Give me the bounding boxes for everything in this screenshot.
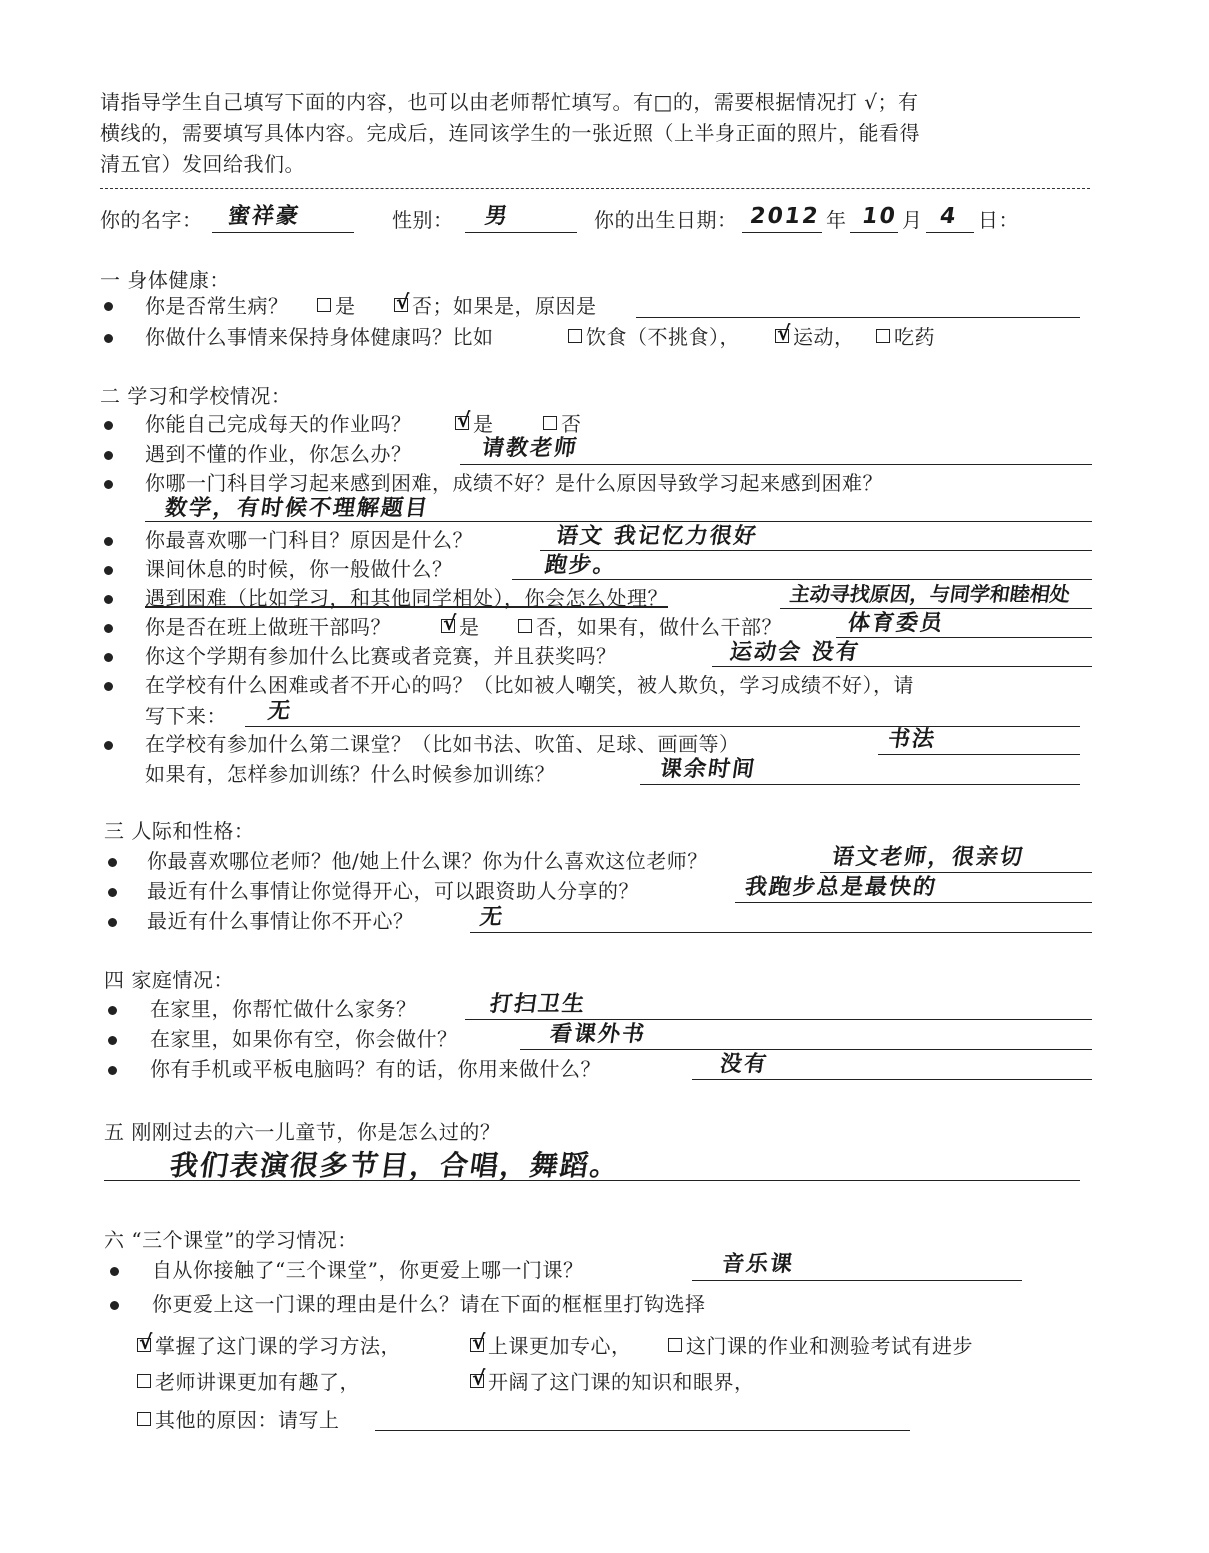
section-4-title: 四 家庭情况： — [104, 968, 234, 992]
s2-q3: 你哪一门科目学习起来感到困难，成绩不好？是什么原因导致学习起来感到困难？ — [145, 471, 883, 495]
check-mark: √ — [443, 611, 457, 635]
s4-a3[interactable]: 没有 — [718, 1052, 770, 1077]
s2-q7-no-label: 否，如果有，做什么干部？ — [536, 615, 782, 639]
s6-o4-label: 老师讲课更加有趣了， — [155, 1370, 360, 1394]
birth-day[interactable]: 4 — [938, 204, 960, 229]
bullet — [104, 566, 113, 575]
s6-q1: 自从你接触了“三个课堂”，你更爱上哪一门课？ — [152, 1258, 584, 1282]
s6-o2-label: 上课更加专心， — [488, 1334, 632, 1358]
s3-a2-line — [735, 902, 1092, 903]
bullet — [104, 624, 113, 633]
s6-o5-label: 开阔了这门课的知识和眼界， — [488, 1370, 755, 1394]
intro-line-3: 清五官）发回给我们。 — [100, 152, 305, 176]
bullet — [104, 334, 113, 343]
s2-a6[interactable]: 主动寻找原因，与同学和睦相处 — [788, 582, 1072, 606]
s2-a2-line — [460, 464, 1092, 465]
birth-month[interactable]: 10 — [860, 204, 899, 229]
s1-q2-diet-label: 饮食（不挑食）， — [586, 325, 740, 349]
s4-q2: 在家里，如果你有空，你会做什？ — [150, 1027, 458, 1051]
s4-a2[interactable]: 看课外书 — [548, 1022, 648, 1047]
bullet — [108, 1036, 117, 1045]
s6-o6-checkbox[interactable] — [137, 1412, 151, 1426]
s3-q1: 你最喜欢哪位老师？他/她上什么课？你为什么喜欢这位老师？ — [147, 849, 708, 873]
s2-q7-no-checkbox[interactable] — [518, 619, 532, 633]
s2-q1-no-label: 否 — [561, 412, 582, 436]
s1-q1-yes-label: 是 — [335, 294, 356, 318]
bullet — [104, 537, 113, 546]
s2-a4[interactable]: 语文 我记忆力很好 — [554, 524, 760, 549]
bullet — [108, 888, 117, 897]
s2-a3[interactable]: 数学，有时候不理解题目 — [163, 496, 431, 521]
s2-a7-line — [836, 637, 1092, 638]
birth-month-underline — [850, 232, 898, 233]
s2-a3-line — [145, 521, 1092, 522]
name-value[interactable]: 蜜祥豪 — [226, 204, 302, 229]
s3-a3-line — [470, 932, 1092, 933]
bullet — [104, 302, 113, 311]
s2-q7: 你是否在班上做班干部吗？ — [145, 615, 391, 639]
section-5-title: 五 刚刚过去的六一儿童节，你是怎么过的？ — [104, 1120, 501, 1144]
month-label: 月 — [902, 208, 923, 232]
s2-a2[interactable]: 请教老师 — [480, 436, 580, 461]
s3-a2[interactable]: 我跑步总是最快的 — [743, 875, 939, 900]
s6-o3-label: 这门课的作业和测验考试有进步 — [686, 1334, 973, 1358]
s2-a10b-line — [640, 784, 1080, 785]
s1-q1: 你是否常生病？ — [145, 294, 289, 318]
intro-line-2: 横线的，需要填写具体内容。完成后，连同该学生的一张近照（上半身正面的照片，能看得 — [100, 121, 920, 145]
s1-q1-reason-line[interactable] — [636, 317, 1080, 318]
bullet — [104, 682, 113, 691]
s3-q2: 最近有什么事情让你觉得开心，可以跟资助人分享的？ — [147, 879, 639, 903]
s2-q2: 遇到不懂的作业，你怎么办？ — [145, 442, 412, 466]
gender-underline — [465, 232, 577, 233]
intro-line-1: 请指导学生自己填写下面的内容，也可以由老师帮忙填写。有□的，需要根据情况打 √；有 — [100, 90, 919, 114]
section-2-title: 二 学习和学校情况： — [100, 384, 292, 408]
bullet — [108, 858, 117, 867]
s2-a4-line — [540, 550, 1092, 551]
s4-a2-line — [520, 1049, 1092, 1050]
s2-q4: 你最喜欢哪一门科目？原因是什么？ — [145, 528, 473, 552]
s2-a7[interactable]: 体育委员 — [846, 611, 946, 636]
s2-q9a: 在学校有什么困难或者不开心的吗？（比如被人嘲笑，被人欺负，学习成绩不好），请 — [145, 673, 914, 697]
s5-a1[interactable]: 我们表演很多节目，合唱，舞蹈。 — [167, 1149, 623, 1182]
birth-year-underline — [742, 232, 822, 233]
s6-o6-line[interactable] — [375, 1430, 910, 1431]
birth-day-underline — [926, 232, 974, 233]
s2-q1-yes-label: 是 — [473, 412, 494, 436]
section-3-title: 三 人际和性格： — [104, 819, 255, 843]
s2-a10a-line — [878, 754, 1080, 755]
year-label: 年 — [826, 208, 847, 232]
s6-a1[interactable]: 音乐课 — [720, 1252, 796, 1277]
s2-q10a: 在学校有参加什么第二课堂？（比如书法、吹笛、足球、画画等） — [145, 732, 740, 756]
s6-o1-label: 掌握了这门课的学习方法， — [155, 1334, 401, 1358]
s2-a6-line — [780, 608, 1092, 609]
section-6-title: 六 “三个课堂”的学习情况： — [104, 1228, 358, 1252]
check-mark: √ — [139, 1330, 153, 1354]
bullet — [104, 741, 113, 750]
s2-q6: 遇到困难（比如学习，和其他同学相处），你会怎么处理？ — [145, 586, 668, 610]
s3-a3[interactable]: 无 — [478, 905, 506, 930]
check-mark: √ — [777, 321, 791, 345]
name-label: 你的名字： — [100, 208, 203, 232]
s4-q1: 在家里，你帮忙做什么家务？ — [150, 997, 417, 1021]
bullet — [108, 1006, 117, 1015]
bullet — [104, 421, 113, 430]
gender-value[interactable]: 男 — [483, 204, 511, 229]
s2-q1-no-checkbox[interactable] — [543, 416, 557, 430]
check-mark: √ — [472, 1330, 486, 1354]
s6-o4-checkbox[interactable] — [137, 1374, 151, 1388]
s5-a1-line — [104, 1180, 1080, 1181]
s2-q10b: 如果有，怎样参加训练？什么时候参加训练？ — [145, 762, 555, 786]
check-mark: √ — [457, 408, 471, 432]
birth-label: 你的出生日期： — [594, 208, 738, 232]
s2-a10b[interactable]: 课余时间 — [658, 757, 758, 782]
check-mark: √ — [396, 290, 410, 314]
bullet — [108, 918, 117, 927]
birth-year[interactable]: 2012 — [748, 204, 822, 229]
s6-o6-label: 其他的原因：请写上 — [155, 1408, 340, 1432]
s1-q2: 你做什么事情来保持身体健康吗？比如 — [145, 325, 494, 349]
s2-q7-yes-label: 是 — [459, 615, 480, 639]
s2-q8: 你这个学期有参加什么比赛或者竞赛，并且获奖吗？ — [145, 644, 617, 668]
s2-q1: 你能自己完成每天的作业吗？ — [145, 412, 412, 436]
section-1-title: 一 身体健康： — [100, 268, 230, 292]
s6-q2: 你更爱上这一门课的理由是什么？请在下面的框框里打钩选择 — [152, 1292, 706, 1316]
s3-a1-line — [820, 872, 1092, 873]
s1-q2-medicine-label: 吃药 — [894, 325, 935, 349]
bullet — [104, 480, 113, 489]
s6-a1-line — [692, 1280, 1022, 1281]
s4-a1-line — [465, 1019, 1092, 1020]
dashed-divider — [100, 188, 1090, 189]
s1-q2-medicine-checkbox[interactable] — [876, 329, 890, 343]
s2-a8[interactable]: 运动会 没有 — [728, 640, 862, 665]
check-mark: √ — [472, 1366, 486, 1390]
bullet — [104, 595, 113, 604]
s2-a9-line — [245, 726, 1080, 727]
s3-q3: 最近有什么事情让你不开心？ — [147, 909, 414, 933]
bullet — [110, 1301, 119, 1310]
s1-q1-yes-checkbox[interactable] — [317, 298, 331, 312]
s3-a1[interactable]: 语文老师，很亲切 — [830, 845, 1026, 870]
bullet — [104, 653, 113, 662]
s1-q1-no-label: 否；如果是，原因是 — [412, 294, 597, 318]
s4-a3-line — [692, 1079, 1092, 1080]
s4-a1[interactable]: 打扫卫生 — [488, 992, 588, 1017]
s4-q3: 你有手机或平板电脑吗？有的话，你用来做什么？ — [150, 1057, 601, 1081]
s1-q2-exercise-label: 运动， — [793, 325, 855, 349]
s2-a10a[interactable]: 书法 — [886, 727, 938, 752]
s1-q2-diet-checkbox[interactable] — [568, 329, 582, 343]
s2-a5[interactable]: 跑步。 — [543, 553, 619, 578]
s6-o3-checkbox[interactable] — [668, 1338, 682, 1352]
name-underline — [212, 232, 354, 233]
bullet — [110, 1267, 119, 1276]
bullet — [104, 451, 113, 460]
gender-label: 性别： — [392, 208, 454, 232]
s2-q5: 课间休息的时候，你一般做什么？ — [145, 557, 453, 581]
s2-q9b: 写下来： — [145, 704, 227, 728]
day-label: 日： — [978, 208, 1019, 232]
s2-a8-line — [712, 666, 1092, 667]
s2-a9[interactable]: 无 — [266, 699, 294, 724]
bullet — [108, 1066, 117, 1075]
s2-a5-line — [512, 579, 1092, 580]
